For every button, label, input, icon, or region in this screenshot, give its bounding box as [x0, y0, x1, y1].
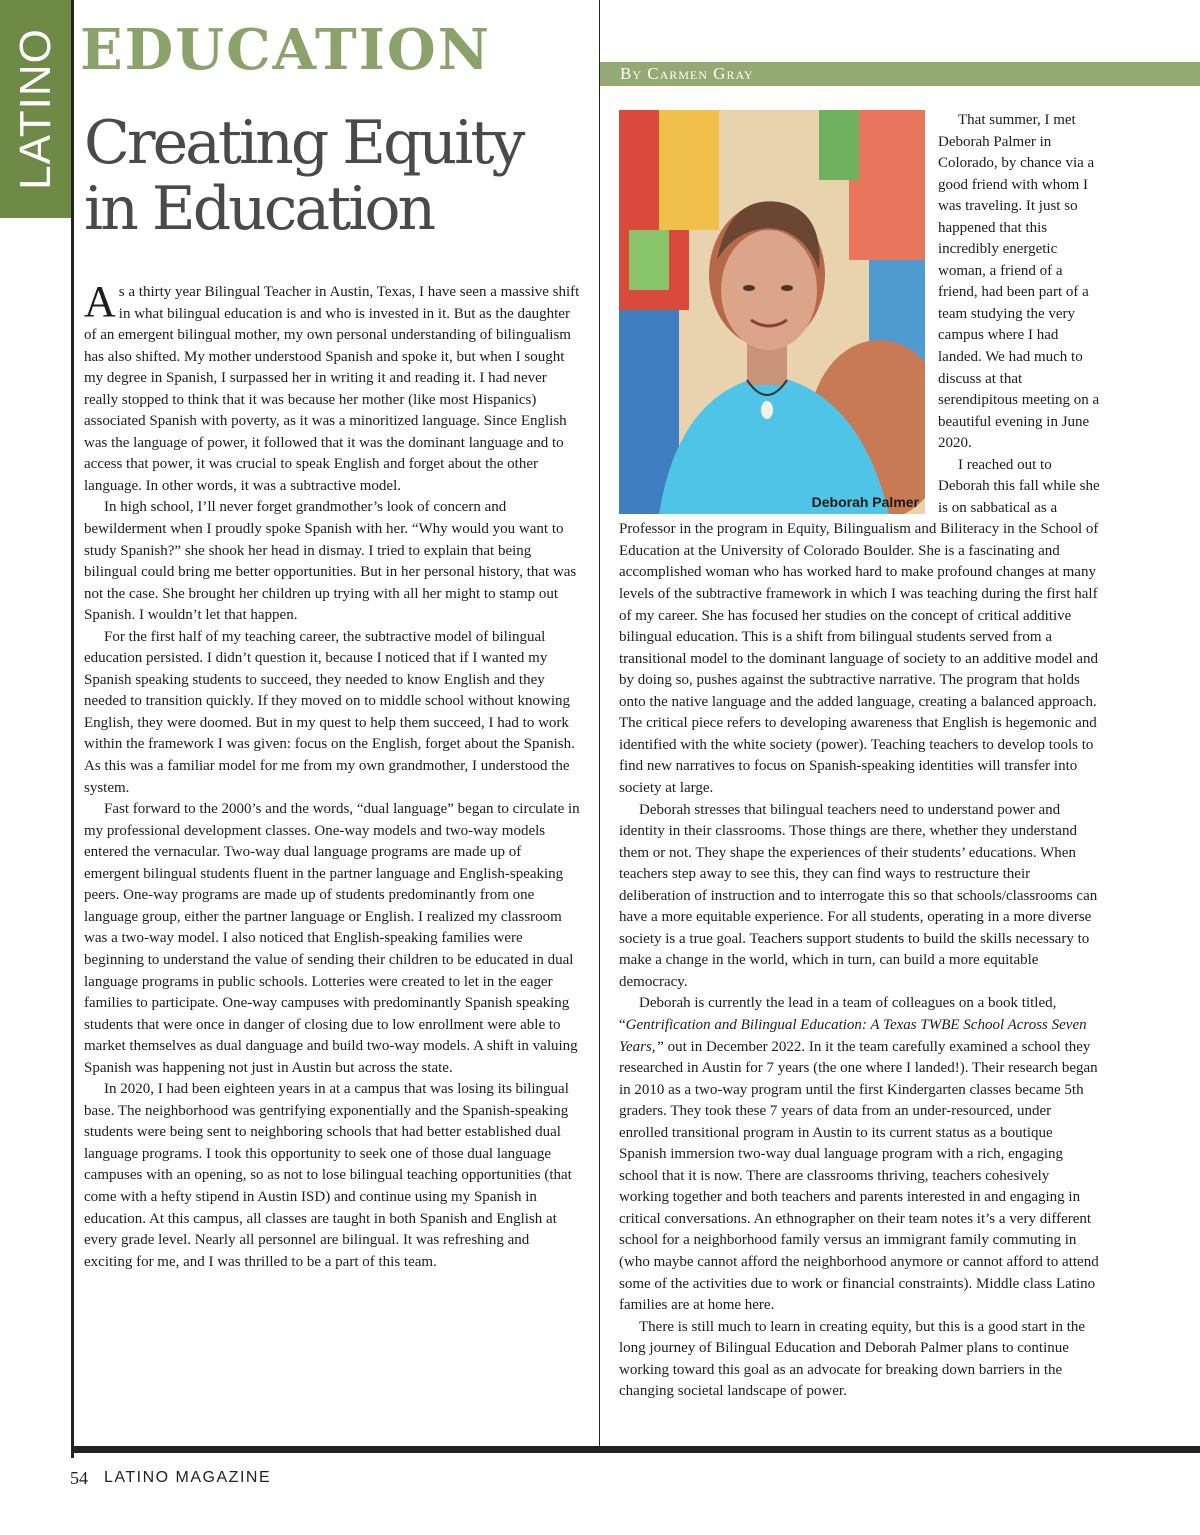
- headline-line-2: in Education: [84, 174, 434, 244]
- portrait-photo: [619, 110, 925, 514]
- photo-caption: Deborah Palmer: [811, 494, 919, 510]
- portrait-illustration: [619, 110, 925, 514]
- byline: By Carmen Gray: [620, 64, 754, 83]
- paragraph: There is still much to learn in creating equity, but this is a good start in the long journey of Bilingual Education and Deborah Palmer plans to continue working toward this goal as an advocate for breaking down barriers in the changing societal landscape of power.: [619, 1318, 1086, 1400]
- drop-cap: A: [84, 277, 116, 326]
- paragraph: In 2020, I had been eighteen years in at a campus that was losing its bilingual base. The neighborhood was gentrifying exponentially and the Spanish-speaking students were being sent to neighboring schools that had better established dual language programs. I took this opportunity to seek one of those dual language campuses with an opening, so as not to lose bilingual teaching opportunities (that come with a hefty stipend in Austin ISD) and continue using my Spanish in education. At this campus, all classes are taught in both Spanish and English at every grade level. Nearly all personnel are bilingual. It was refreshing and exciting for me, and I was thrilled to be a part of this team.: [84, 1081, 572, 1270]
- byline-bar: [600, 62, 1200, 86]
- book-title: Gentrification and Bilingual Education: A Texas TWBE School Across Seven Years,”: [619, 1016, 1087, 1055]
- right-column: [619, 110, 1103, 1403]
- paragraph: For the first half of my teaching career, the subtractive model of bilingual education persisted. I didn’t question it, because I noticed that if I wanted my Spanish speaking students to succeed, they needed to know English and they needed to transition quickly. If they moved on to middle school without knowing English, they were doomed. But in my quest to help them succeed, I had to work within the framework I was given: focus on the English, forget about the Spanish. As this was a familiar model for me from my own grandmother, I understood the system.: [84, 628, 575, 796]
- section-title: EDUCATION: [80, 17, 491, 83]
- paragraph: In high school, I’ll never forget grandmother’s look of concern and bewilderment when I proudly spoke Spanish with her. “Why would you want to study Spanish?” she shook her head in dismay. I tried to explain that being bilingual could bring me better opportunities. But in her personal history, that was not the case. She brought her children up trying with all her might to stamp out Spanish. I wouldn’t let that happen.: [84, 499, 577, 624]
- bottom-rule: [71, 1446, 1200, 1453]
- paragraph: Deborah is currently the lead in a team of colleagues on a book titled, “Gentrification and Bilingual Education: A Texas TWBE School Across Seven Years,” out in December 2022. In it the team carefully examined a school they researched in Austin for 7 years (the one where I landed!). Their research began in 2010 as a two-way program until the first Kindergarten classes became 5th graders. They took these 7 years of data from an under-resourced, under enrolled transitional program in Austin to its current status as a boutique Spanish immersion two-way dual language program with a rich, engaging school that it is now. There are classrooms thriving, teachers cohesively working together and both teachers and parents interested in and engaging in critical conversations. An ethnographer on their team notes it’s a very different school for a neighborhood family versus an immigrant family commuting in (who maybe cannot afford the neighborhood anymore or cannot afford to attend some of the activities due to work or financial constraints). Middle class Latino families are at home here.: [619, 995, 1099, 1314]
- section-tab-label: LATINO: [11, 28, 60, 190]
- paragraph: That summer, I met Deborah Palmer in Colorado, by chance via a good friend with whom I was traveling. It just so happened that this incredibly energetic woman, a friend of a friend, had been part of a team studying the very campus where I had landed. We had much to discuss at that serendipitous meeting on a beautiful evening in June 2020.: [938, 112, 1100, 452]
- paragraph: As a thirty year Bilingual Teacher in Austin, Texas, I have seen a massive shift in what bilingual education is and who is invested in it. But as the daughter of an emergent bilingual mother, my own personal understanding of bilingualism has also shifted. My mother understood Spanish and spoke it, but when I sought my degree in Spanish, I surpassed her in writing it and reading it. I had never really stopped to think that it was because her mother (like most Hispanics) associated Spanish with poverty, as it was a minoritized language. Since English was the language of power, it followed that it was the dominant language and to access that power, it was crucial to speak English and forget about the other language. In other words, it was a subtractive model.: [84, 277, 580, 494]
- column-divider: [599, 0, 600, 1450]
- magazine-name: LATINO MAGAZINE: [104, 1469, 272, 1486]
- left-column: [84, 277, 580, 1273]
- headline-line-1: Creating Equity: [84, 108, 523, 178]
- paragraph: Fast forward to the 2000’s and the words, “dual language” began to circulate in my professional development classes. One-way models and two-way models entered the vernacular. Two-way dual language programs are made up of emergent bilingual students fluent in the partner language and English-speaking peers. One-way programs are made up of students predominantly from one language group, either the partner language or English. I realized my classroom was a two-way model. I also noticed that English-speaking families were beginning to understand the value of sending their children to be educated in dual language programs in public schools. Lotteries were created to let in the eager families to participate. One-way campuses with predominantly Spanish speaking students that were once in danger of closing due to low enrollment were able to market themselves as dual danguage and build two-way models. A shift in valuing Spanish was happening not just in Austin but across the state.: [84, 801, 580, 1076]
- paragraph: Deborah stresses that bilingual teachers need to understand power and identity in their classrooms. Those things are there, whether they understand them or not. They shape the experiences of their students’ educations. When teachers step away to see this, they can find ways to restructure their deliberation of instruction and to interrogate this so that schools/classrooms can have a more equitable experience. For all students, operating in a more diverse society is a true goal. Teachers support students to build the skills necessary to make a change in the world, which in turn, can build a more equitable democracy.: [619, 801, 1098, 990]
- page-number: 54: [70, 1468, 88, 1488]
- article-headline: [84, 110, 522, 242]
- section-tab: [0, 0, 72, 218]
- paragraph: I reached out to Deborah this fall while she is on sabbatical as a Professor in the program in Equity, Bilingualism and Biliteracy in the School of Education at the University of Colorado Boulder. She is a fascinating and accomplished woman who has worked hard to make profound changes at many levels of the subtractive framework in which I was teaching during the first half of my career. She has focused her studies on the concept of critical additive bilingual education. This is a shift from bilingual students served from a transitional model to the dominant language of society to an additive model and by doing so, pushes against the subtractive narrative. The program that holds onto the native language and the added language, creating a balanced approach. The critical piece refers to developing awareness that English is hegemonic and identified with the white society (power). Teaching teachers to develop tools to find new narratives to focus on Spanish-speaking identities will transfer into society at large.: [619, 456, 1100, 796]
- left-border-rule: [71, 0, 74, 1458]
